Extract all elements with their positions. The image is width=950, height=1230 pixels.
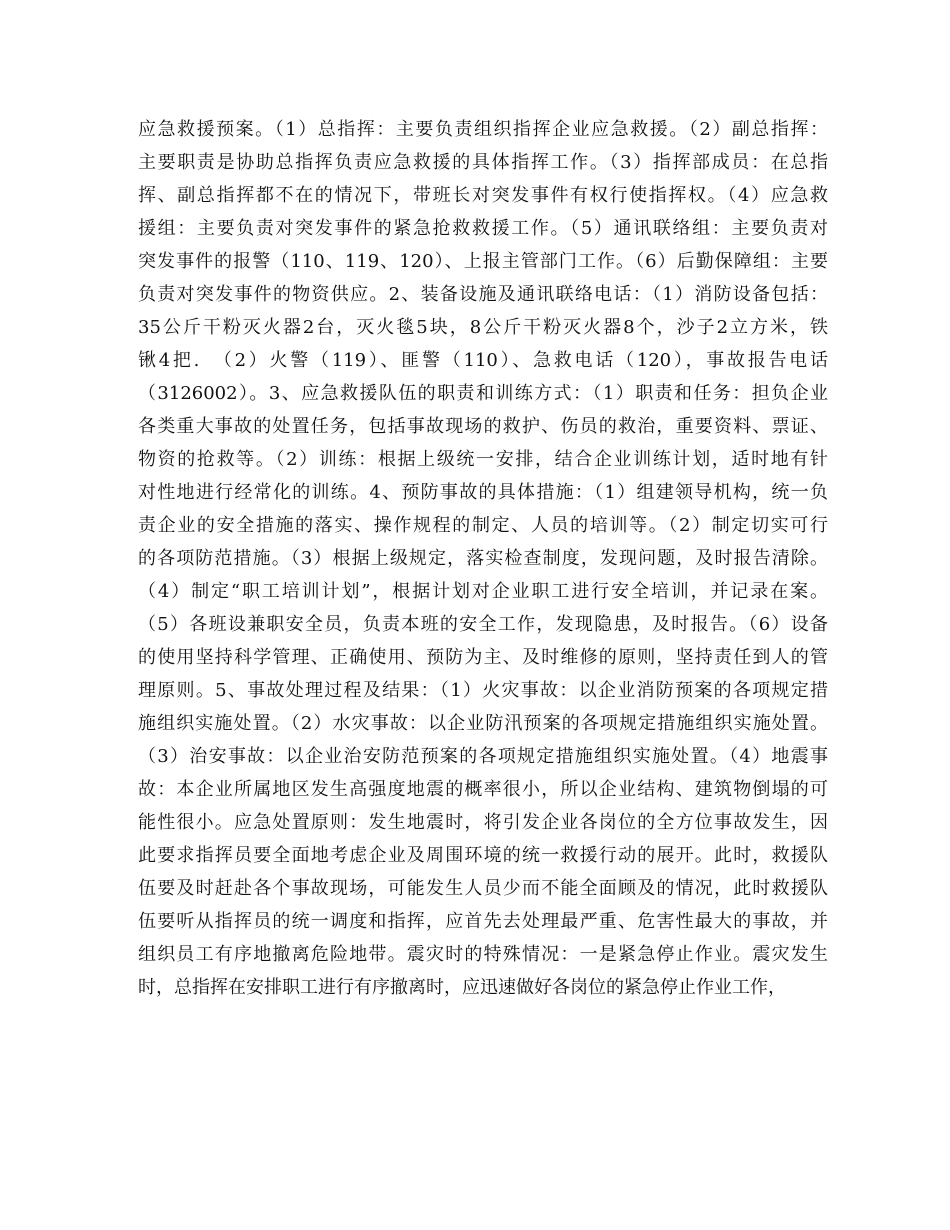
text-line: 时，总指挥在安排职工进行有序撤离时，应迅速做好各岗位的紧急停止作业工作， bbox=[138, 977, 786, 998]
text-line: （5）各班设兼职安全员，负责本班的安全工作，发现隐患，及时报告。（6）设备 bbox=[138, 614, 828, 635]
text-line: 负责对突发事件的物资供应。2、装备设施及通讯联络电话：（1）消防设备包括： bbox=[138, 284, 828, 305]
text-line: 应急救援预案。（1）总指挥：主要负责组织指挥企业应急救援。（2）副总指挥： bbox=[138, 119, 828, 140]
text-line: 责企业的安全措施的落实、操作规程的制定、人员的培训等。（2）制定切实可行 bbox=[138, 515, 828, 536]
text-line: 对性地进行经常化的训练。4、预防事故的具体措施：（1）组建领导机构，统一负 bbox=[138, 482, 828, 503]
text-line: （4）制定“职工培训计划”，根据计划对企业职工进行安全培训，并记录在案。 bbox=[138, 581, 828, 602]
text-line: 35公斤干粉灭火器2台，灭火毯5块，8公斤干粉灭火器8个，沙子2立方米，铁 bbox=[138, 317, 828, 338]
text-line: （3）治安事故：以企业治安防范预案的各项规定措施组织实施处置。（4）地震事 bbox=[138, 746, 828, 767]
text-line: 物资的抢救等。（2）训练：根据上级统一安排，结合企业训练计划，适时地有针 bbox=[138, 449, 828, 470]
text-line: 挥、副总指挥都不在的情况下，带班长对突发事件有权行使指挥权。（4）应急救 bbox=[138, 185, 828, 206]
text-line: 各类重大事故的处置任务，包括事故现场的救护、伤员的救治，重要资料、票证、 bbox=[138, 416, 828, 437]
text-line: 援组：主要负责对突发事件的紧急抢救救援工作。（5）通讯联络组：主要负责对 bbox=[138, 218, 828, 239]
text-line: 突发事件的报警（110、119、120）、上报主管部门工作。（6）后勤保障组：主要 bbox=[138, 251, 828, 272]
text-line: 伍要及时赶赴各个事故现场，可能发生人员少而不能全面顾及的情况，此时救援队 bbox=[138, 878, 828, 899]
text-line: 故：本企业所属地区发生高强度地震的概率很小，所以企业结构、建筑物倒塌的可 bbox=[138, 779, 828, 800]
text-line: 此要求指挥员要全面地考虑企业及周围环境的统一救援行动的展开。此时，救援队 bbox=[138, 845, 828, 866]
text-line: 施组织实施处置。（2）水灾事故：以企业防汛预案的各项规定措施组织实施处置。 bbox=[138, 713, 828, 734]
text-line: 理原则。5、事故处理过程及结果：（1）火灾事故：以企业消防预案的各项规定措 bbox=[138, 680, 828, 701]
text-line: 组织员工有序地撤离危险地带。震灾时的特殊情况：一是紧急停止作业。震灾发生 bbox=[138, 944, 828, 965]
text-line: 主要职责是协助总指挥负责应急救援的具体指挥工作。（3）指挥部成员：在总指 bbox=[138, 152, 828, 173]
text-line: （3126002）。3、应急救援队伍的职责和训练方式：（1）职责和任务：担负企业 bbox=[138, 383, 828, 404]
body-text bbox=[138, 113, 828, 1004]
text-line: 的各项防范措施。（3）根据上级规定，落实检查制度，发现问题，及时报告清除。 bbox=[138, 548, 828, 569]
text-line: 伍要听从指挥员的统一调度和指挥，应首先去处理最严重、危害性最大的事故，并 bbox=[138, 911, 828, 932]
text-line: 锹4把. （2）火警（119）、匪警（110）、急救电话（120），事故报告电话 bbox=[138, 350, 828, 371]
text-line: 能性很小。应急处置原则：发生地震时，将引发企业各岗位的全方位事故发生，因 bbox=[138, 812, 828, 833]
text-line: 的使用坚持科学管理、正确使用、预防为主、及时维修的原则，坚持责任到人的管 bbox=[138, 647, 828, 668]
